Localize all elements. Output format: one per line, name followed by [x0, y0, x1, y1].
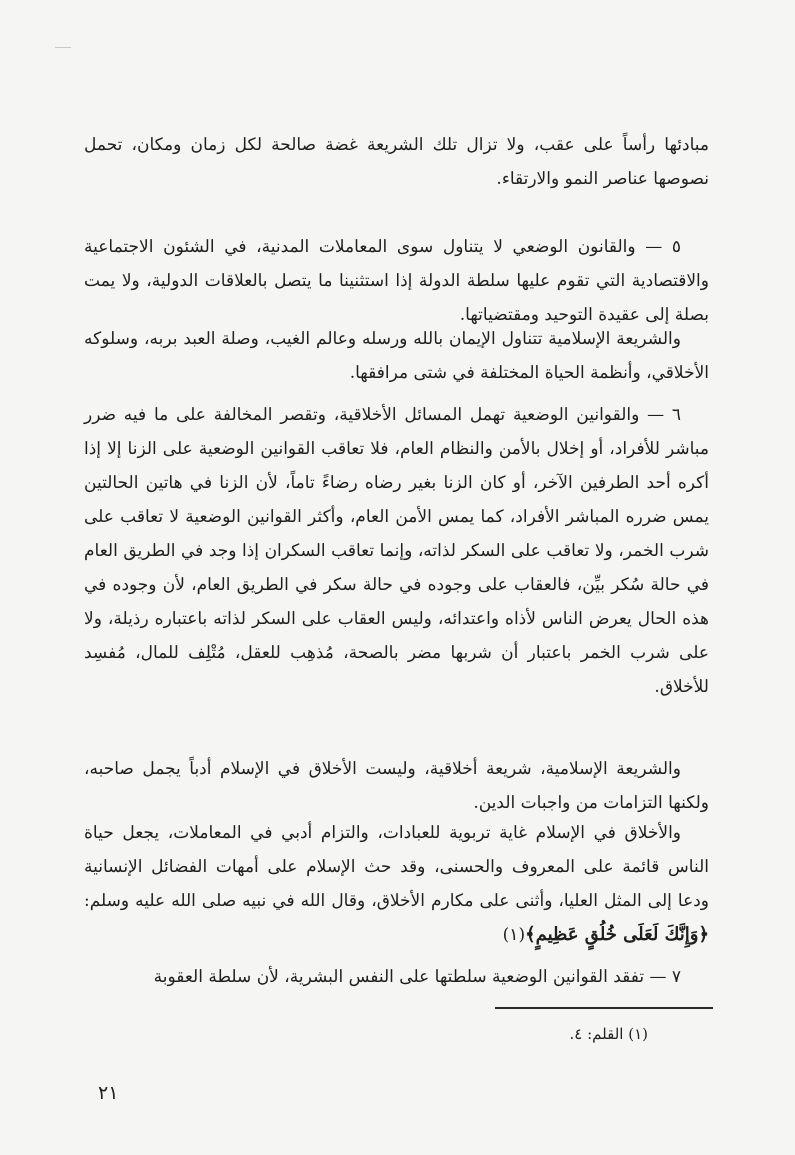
scan-mark: [55, 47, 71, 48]
paragraph-text: ٦ — والقوانين الوضعية تهمل المسائل الأخلاقية، وتقصر المخالفة على ما فيه ضرر مباشر للأفراد، أو إخلال بالأمن والنظام العام، فلا تعاقب القوانين الوضعية على الزنا إلا إذا أكره أحد الطرفين الآخر، أو كان الزنا بغير رضاه رضاءً تاماً، لأن الزنا في هاتين الحالتين يمس ضرره المباشر الأفراد، كما يمس الأمن العام، وأكثر القوانين الوضعية لا تعاقب على شرب الخمر، ولا تعاقب على السكر لذاته، وإنما تعاقب السكران إذا وجد في الطريق العام في حالة سُكر بيِّن، فالعقاب على وجوده في حالة سكر في الطريق العام، لأن وجوده في هذه الحال يعرض الناس لأذاه واعتدائه، وليس العقاب على السكر لذاته باعتباره رذيلة، ولا على شرب الخمر باعتبار أن شربها مضر بالصحة، مُذهِب للعقل، مُتْلِف للمال، مُفسِد للأخلاق.: [84, 405, 709, 697]
paragraph-text: ٥ — والقانون الوضعي لا يتناول سوى المعاملات المدنية، في الشئون الاجتماعية والاقتصادية التي تقوم عليها سلطة الدولة إذا استثنينا ما يتصل بالعلاقات الدولية، ولا يمت بصلة إلى عقيدة التوحيد ومقتضياتها.: [84, 237, 709, 325]
quran-verse: ﴿وَإِنَّكَ لَعَلَى خُلُقٍ عَظِيمٍ﴾: [525, 924, 709, 945]
paragraph-sharia-scope: [84, 322, 709, 390]
paragraph-point-5: [84, 230, 709, 332]
paragraph-moral-sharia: [84, 752, 709, 820]
paragraph-text: [84, 816, 709, 952]
paragraph-point-7: [84, 960, 709, 994]
paragraph-continuation: [84, 128, 709, 196]
paragraph-text: والشريعة الإسلامية، شريعة أخلاقية، وليست الأخلاق في الإسلام أدباً يجمل صاحبه، ولكنها التزامات من واجبات الدين.: [84, 759, 709, 813]
paragraph-text: ٧ — تفقد القوانين الوضعية سلطتها على النفس البشرية، لأن سلطة العقوبة: [153, 967, 681, 987]
paragraph-text: والشريعة الإسلامية تتناول الإيمان بالله ورسله وعالم الغيب، وصلة العبد بربه، وسلوكه الأخلاقي، وأنظمة الحياة المختلفة في شتى مرافقها.: [84, 329, 709, 383]
paragraph-ethics: [84, 816, 709, 952]
page-number: ٢١: [98, 1082, 119, 1104]
footnote: (١) القلم: ٤.: [569, 1025, 648, 1043]
paragraph-text: مبادئها رأساً على عقب، ولا تزال تلك الشريعة غضة صالحة لكل زمان ومكان، تحمل نصوصها عناصر النمو والارتقاء.: [84, 135, 709, 189]
paragraph-body: والأخلاق في الإسلام غاية تربوية للعبادات، والتزام أدبي في المعاملات، يجعل حياة الناس قائمة على المعروف والحسنى، وقد حث الإسلام على أمهات الفضائل الإنسانية ودعا إلى المثل العليا، وأثنى على مكارم الأخلاق، وقال الله في نبيه صلى الله عليه وسلم:: [84, 823, 709, 911]
footnote-separator: [495, 1007, 713, 1009]
paragraph-point-6: [84, 398, 709, 704]
footnote-reference: (١): [502, 925, 526, 945]
